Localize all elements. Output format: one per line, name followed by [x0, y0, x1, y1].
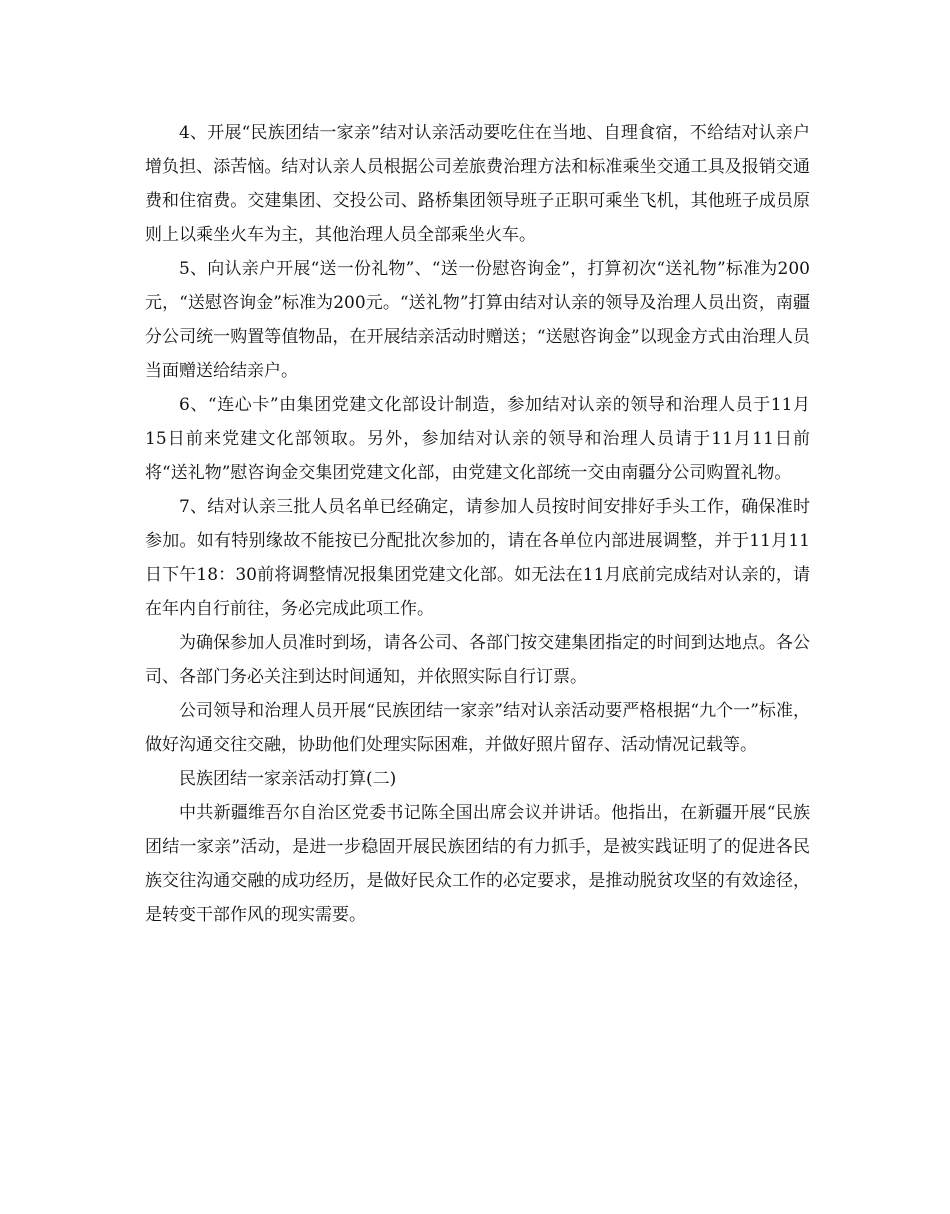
paragraph-5: 5、向认亲户开展“送一份礼物”、“送一份慰咨询金”，打算初次“送礼物”标准为200元，“送慰咨询金”标准为200元。“送礼物”打算由结对认亲的领导及治理人员出资，南疆分公司统一购置等值物品，在开展结亲活动时赠送；“送慰咨询金”以现金方式由治理人员当面赠送给结亲户。	[145, 259, 810, 381]
document-body	[145, 116, 810, 932]
paragraph-7: 7、结对认亲三批人员名单已经确定，请参加人员按时间安排好手头工作，确保准时参加。如有特别缘故不能按已分配批次参加的，请在各单位内部进展调整，并于11月11日下午18：30前将调整情况报集团党建文化部。如无法在11月底前完成结对认亲的，请在年内自行前往，务必完成此项工作。	[145, 497, 810, 619]
paragraph-standards: 公司领导和治理人员开展“民族团结一家亲”结对认亲活动要严格根据“九个一”标准，做好沟通交往交融，协助他们处理实际困难，并做好照片留存、活动情况记载等。	[145, 701, 810, 755]
paragraph-arrival: 为确保参加人员准时到场，请各公司、各部门按交建集团指定的时间到达地点。各公司、各部门务必关注到达时间通知，并依照实际自行订票。	[145, 633, 810, 687]
section-heading: 民族团结一家亲活动打算(二)	[179, 769, 397, 789]
paragraph-6: 6、“连心卡”由集团党建文化部设计制造，参加结对认亲的领导和治理人员于11月15日前来党建文化部领取。另外，参加结对认亲的领导和治理人员请于11月11日前将“送礼物”慰咨询金交集团党建文化部，由党建文化部统一交由南疆分公司购置礼物。	[145, 395, 810, 483]
paragraph-4: 4、开展“民族团结一家亲”结对认亲活动要吃住在当地、自理食宿，不给结对认亲户增负担、添苦恼。结对认亲人员根据公司差旅费治理方法和标准乘坐交通工具及报销交通费和住宿费。交建集团、交投公司、路桥集团领导班子正职可乘坐飞机，其他班子成员原则上以乘坐火车为主，其他治理人员全部乘坐火车。	[145, 123, 810, 245]
paragraph-speech: 中共新疆维吾尔自治区党委书记陈全国出席会议并讲话。他指出，在新疆开展“民族团结一家亲”活动，是进一步稳固开展民族团结的有力抓手，是被实践证明了的促进各民族交往沟通交融的成功经历，是做好民众工作的必定要求，是推动脱贫攻坚的有效途径，是转变干部作风的现实需要。	[145, 803, 810, 925]
